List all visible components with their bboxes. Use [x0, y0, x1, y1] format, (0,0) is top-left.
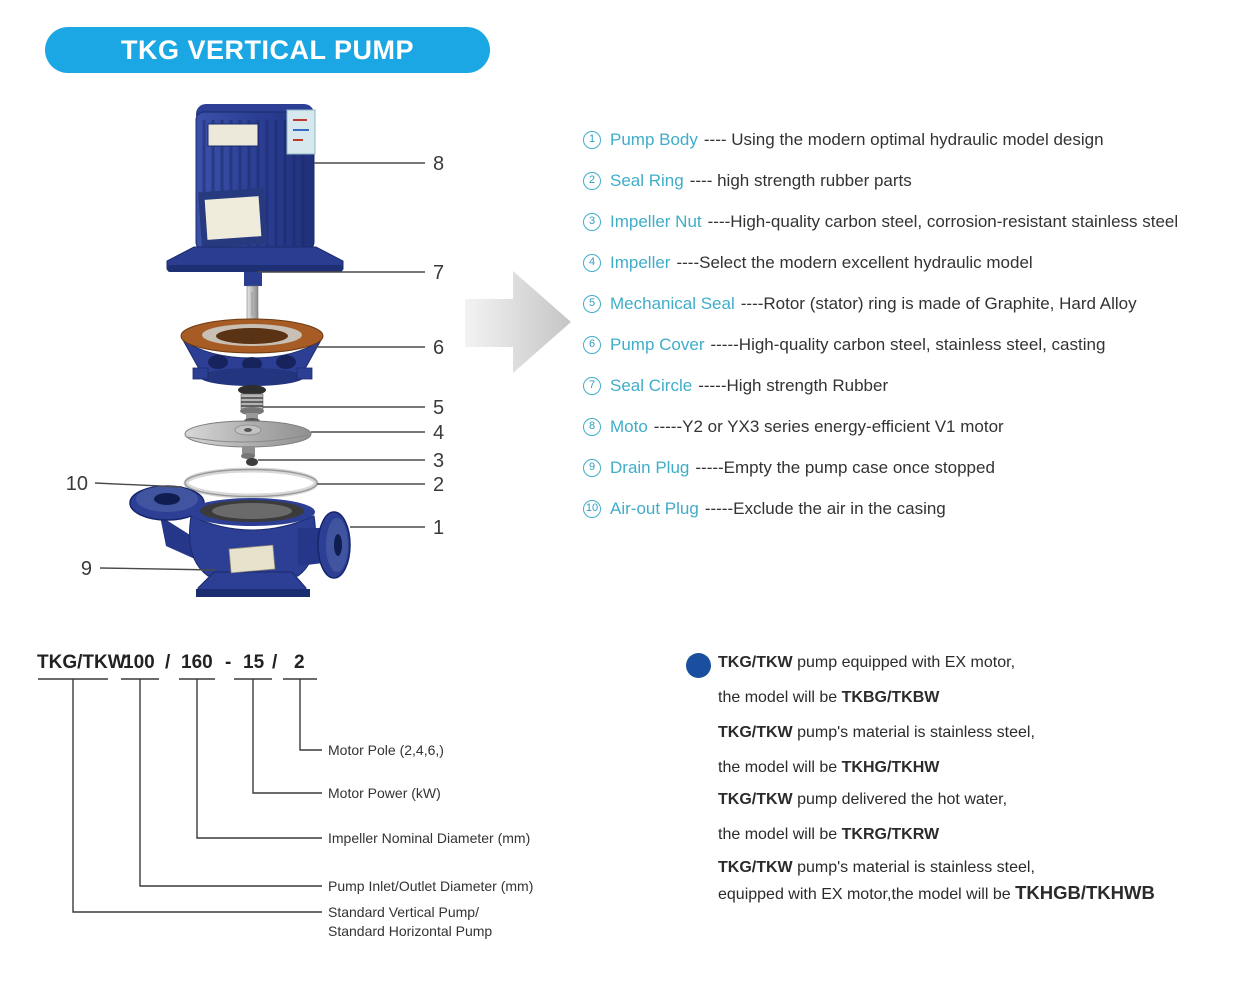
note-model-code: TKBG/TKBW	[841, 689, 940, 706]
note-text: pump equipped with EX motor,	[792, 654, 1016, 671]
part-description: -----High-quality carbon steel, stainless steel, casting	[710, 334, 1106, 354]
note-text: equipped with EX motor,the model will be	[718, 886, 1016, 903]
part-number-badge: 7	[583, 377, 601, 395]
label-motor-pole: Motor Pole (2,4,6,)	[328, 742, 444, 758]
note-text: pump's material is stainless steel,	[792, 859, 1035, 876]
part-number-badge: 3	[583, 213, 601, 231]
part-description: -----Empty the pump case once stopped	[695, 457, 995, 477]
right-arrow-icon	[465, 271, 571, 373]
note-model-code: TKG/TKW	[718, 859, 793, 876]
note-line	[718, 882, 1155, 906]
part-description: ----Rotor (stator) ring is made of Graphite, Hard Alloy	[740, 293, 1137, 313]
part-name: Pump Cover	[610, 334, 705, 354]
model-variant-notes	[718, 652, 1155, 919]
shaft-illustration	[244, 272, 262, 334]
callout-lines	[95, 163, 425, 570]
part-list-item	[583, 119, 1178, 160]
part-name: Mechanical Seal	[610, 293, 735, 313]
pump-cover-illustration	[181, 319, 323, 386]
model-code-impeller: 160	[181, 652, 213, 673]
part-list-item	[583, 365, 1178, 406]
part-list-item	[583, 324, 1178, 365]
note-line	[718, 722, 1155, 744]
callout-number-4: 4	[433, 422, 445, 444]
note-line	[718, 687, 1155, 709]
model-code-slash-1: /	[165, 652, 171, 673]
exploded-pump-diagram	[0, 0, 600, 620]
note-text: the model will be	[718, 689, 842, 706]
note-line	[718, 857, 1155, 879]
label-standard-vertical: Standard Vertical Pump/	[328, 904, 479, 920]
model-code-dash: -	[225, 652, 232, 673]
part-name: Moto	[610, 416, 648, 436]
model-code-pole: 2	[294, 652, 305, 673]
part-name: Pump Body	[610, 129, 698, 149]
model-code-power: 15	[243, 652, 265, 673]
part-description: ---- Using the modern optimal hydraulic model design	[703, 129, 1104, 149]
note-text: the model will be	[718, 759, 842, 776]
part-number-badge: 2	[583, 172, 601, 190]
part-name: Seal Circle	[610, 375, 693, 395]
part-description: ----High-quality carbon steel, corrosion-resistant stainless steel	[707, 211, 1179, 231]
callout-number-7: 7	[433, 262, 445, 284]
model-code-lines	[38, 679, 322, 912]
note-text: the model will be	[718, 826, 842, 843]
parts-list	[583, 119, 1178, 529]
impeller-nut-illustration	[246, 458, 258, 466]
label-standard-horizontal: Standard Horizontal Pump	[328, 923, 493, 939]
filled-circle-icon	[686, 653, 711, 678]
part-description: -----Exclude the air in the casing	[704, 498, 946, 518]
part-number-badge: 10	[583, 500, 601, 518]
note-model-code: TKG/TKW	[718, 724, 793, 741]
model-code-series: TKG/TKW	[37, 652, 126, 673]
seal-ring-illustration	[185, 470, 317, 497]
part-list-item	[583, 160, 1178, 201]
model-code-slash-2: /	[272, 652, 278, 673]
label-motor-power: Motor Power (kW)	[328, 785, 441, 801]
part-name: Impeller Nut	[610, 211, 702, 231]
note-model-code: TKHG/TKHW	[841, 759, 940, 776]
impeller-illustration	[185, 421, 311, 459]
callout-number-10: 10	[65, 473, 88, 495]
callout-number-5: 5	[433, 397, 445, 419]
part-description: ---- high strength rubber parts	[689, 170, 912, 190]
part-description: -----Y2 or YX3 series energy-efficient V1 motor	[653, 416, 1004, 436]
part-number-badge: 9	[583, 459, 601, 477]
note-model-code: TKG/TKW	[718, 654, 793, 671]
page-title-banner	[45, 27, 490, 73]
note-model-code: TKRG/TKRW	[841, 826, 940, 843]
part-number-badge: 5	[583, 295, 601, 313]
note-model-code: TKG/TKW	[718, 791, 793, 808]
callout-number-9: 9	[80, 558, 92, 580]
part-description: ----Select the modern excellent hydraulic model	[676, 252, 1033, 272]
part-name: Air-out Plug	[610, 498, 699, 518]
part-number-badge: 1	[583, 131, 601, 149]
part-number-badge: 4	[583, 254, 601, 272]
note-line	[718, 757, 1155, 779]
part-name: Seal Ring	[610, 170, 684, 190]
motor-illustration	[167, 104, 343, 272]
note-line	[718, 652, 1155, 674]
part-name: Drain Plug	[610, 457, 690, 477]
model-code-inlet: 100	[123, 652, 155, 673]
part-name: Impeller	[610, 252, 671, 272]
page-title: TKG VERTICAL PUMP	[120, 34, 414, 65]
label-impeller-diameter: Impeller Nominal Diameter (mm)	[328, 830, 531, 846]
part-list-item	[583, 201, 1178, 242]
pump-body-illustration	[130, 486, 350, 597]
part-list-item	[583, 406, 1178, 447]
part-description: -----High strength Rubber	[698, 375, 889, 395]
note-text: pump delivered the hot water,	[792, 791, 1008, 808]
callout-number-2: 2	[433, 474, 445, 496]
callout-number-1: 1	[433, 517, 445, 539]
model-code-diagram	[0, 630, 620, 980]
part-number-badge: 8	[583, 418, 601, 436]
note-model-code: TKHGB/TKHWB	[1015, 882, 1155, 903]
part-list-item	[583, 283, 1178, 324]
note-line	[718, 789, 1155, 811]
note-text: pump's material is stainless steel,	[792, 724, 1035, 741]
note-line	[718, 824, 1155, 846]
callout-number-3: 3	[433, 450, 445, 472]
part-list-item	[583, 488, 1178, 529]
callout-number-8: 8	[433, 153, 445, 175]
part-list-item	[583, 242, 1178, 283]
callout-number-6: 6	[433, 337, 445, 359]
label-inlet-diameter: Pump Inlet/Outlet Diameter (mm)	[328, 878, 534, 894]
mechanical-seal-illustration	[238, 385, 266, 424]
part-list-item	[583, 447, 1178, 488]
part-number-badge: 6	[583, 336, 601, 354]
